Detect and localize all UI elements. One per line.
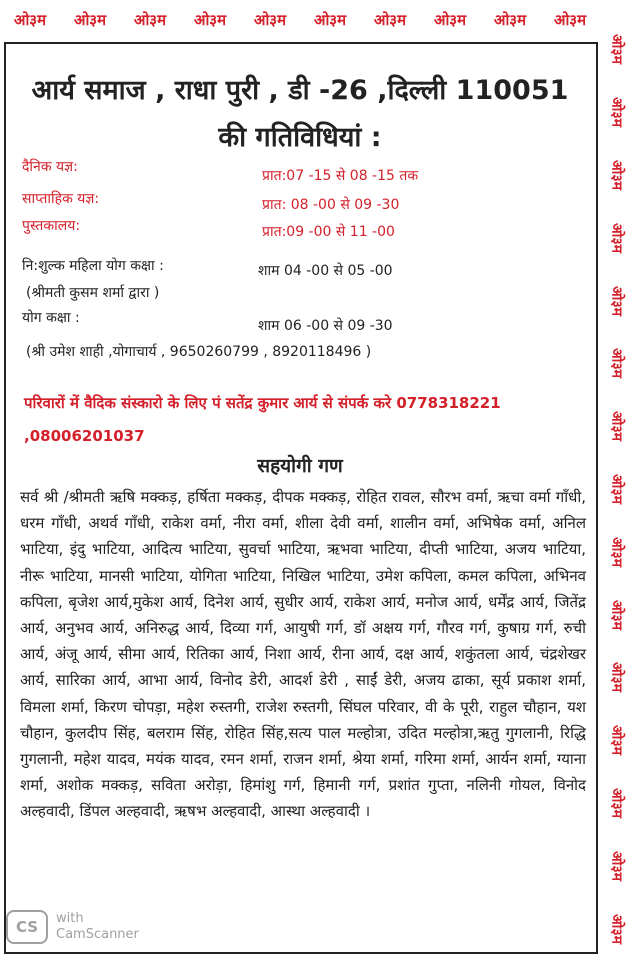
watermark-line: with bbox=[56, 911, 84, 926]
class-instructor: (श्रीमती कुसम शर्मा द्वारा ) bbox=[26, 285, 160, 301]
border-word: ओ३म bbox=[553, 11, 587, 29]
border-word: ओ३म bbox=[73, 11, 107, 29]
border-word: ओ३म bbox=[608, 34, 625, 65]
border-word: ओ३म bbox=[13, 11, 47, 29]
border-word: ओ३म bbox=[608, 725, 625, 756]
border-word: ओ३म bbox=[373, 11, 407, 29]
schedule-time: प्रात:07 -15 से 08 -15 तक bbox=[262, 168, 419, 184]
border-word: ओ३म bbox=[608, 348, 625, 379]
border-word: ओ३म bbox=[253, 11, 287, 29]
border-word: ओ३म bbox=[608, 222, 625, 253]
contact-info: परिवारों में वैदिक संस्कारो के लिए पं सतेंद्र कुमार आर्य से संपर्क करे 0778318221 ,08006201037 bbox=[24, 394, 501, 445]
class-label: योग कक्षा : bbox=[22, 310, 80, 326]
border-word: ओ३म bbox=[608, 913, 625, 944]
class-time: शाम 04 -00 से 05 -00 bbox=[258, 263, 393, 279]
schedule-label: साप्ताहिक यज्ञ: bbox=[22, 191, 100, 207]
border-word: ओ३म bbox=[608, 787, 625, 818]
border-word: ओ३म bbox=[433, 11, 467, 29]
border-word: ओ३म bbox=[608, 473, 625, 504]
border-word: ओ३म bbox=[608, 285, 625, 316]
border-word: ओ३म bbox=[608, 662, 625, 693]
section-heading: सहयोगी गण bbox=[257, 455, 343, 477]
schedule-label: दैनिक यज्ञ: bbox=[22, 159, 78, 175]
border-word: ओ३म bbox=[193, 11, 227, 29]
watermark-line: CamScanner bbox=[56, 927, 139, 942]
border-word: ओ३म bbox=[313, 11, 347, 29]
top-border-row bbox=[0, 0, 600, 40]
class-time: शाम 06 -00 से 09 -30 bbox=[258, 318, 393, 334]
border-word: ओ३म bbox=[608, 411, 625, 442]
border-word: ओ३म bbox=[133, 11, 167, 29]
border-word: ओ३म bbox=[608, 850, 625, 881]
page-title: आर्य समाज , राधा पुरी , डी -26 ,दिल्ली 110051 bbox=[31, 75, 569, 106]
page-subtitle: की गतिविधियां : bbox=[218, 122, 382, 153]
schedule-time: प्रात:09 -00 से 11 -00 bbox=[262, 224, 395, 240]
right-border-column bbox=[600, 18, 634, 960]
border-word: ओ३म bbox=[608, 160, 625, 190]
supporters-list: सर्व श्री /श्रीमती ऋषि मक्कड़, हर्षिता मक्कड़, दीपक मक्कड़, रोहित रावल, सौरभ वर्मा, ऋचा वर्मा गाँधी, धरम गाँधी, अथर्व गाँधी, राकेश वर्मा, नीरा वर्मा, शीला देवी वर्मा, शालीन वर्मा, अभिषेक वर्मा, अनिल भाटिया, इंदु भाटिया, आदित्य भाटिया, सुवर्चा भाटिया, ऋभवा भाटिया, दीप्ती भाटिया, अजय भाटिया, नीरू भाटिया, मानसी भाटिया, योगिता भाटिया, निखिल भाटिया, उमेश कपिला, कमल कपिला, अभिनव कपिला, बृजेश आर्य,मुकेश आर्य, दिनेश आर्य, सुधीर आर्य, राकेश आर्य, मनोज आर्य, धर्मेंद्र आर्य, जितेंद्र आर्य, अनुभव आर्य, अनिरुद्ध आर्य, दिव्या गर्ग, आयुषी गर्ग, डॉ अक्षय गर्ग, गौरव गर्ग, कुषाग्र गर्ग, रुची आर्य, अंजू आर्य, सीमा आर्य, रितिका आर्य, निशा आर्य, रीना आर्य, दक्ष आर्य, शकुंतला आर्य, चंद्रशेखर आर्य, सारिका आर्य, आभा आर्य, विनोद डेरी, आदर्श डेरी , साईं डेरी, अजय ढाका, सूर्य प्रकाश शर्मा, विमला शर्मा, किरण चोपड़ा, महेश रुस्तगी, राजेश रुस्तगी, सिंघल परिवार, वी के पूरी, राहुल चौहान, यश चौहान, कुलदीप सिंह, बलराम सिंह, रोहित सिंह,सत्य पाल मल्होत्रा, उदित मल्होत्रा,ऋतु गुगलानी, रिद्धि गुगलानी, महेश यादव, मयंक यादव, रमन शर्मा, राजन शर्मा, श्रेया शर्मा, गरिमा शर्मा, आर्यन शर्मा, ग्याना शर्मा, अशोक मक्कड़, सविता अरोड़ा, हिमांशु गर्ग, हिमानी गर्ग, प्रशांत गुप्ता, नलिनी गोयल, विनोद अल्हवादी, डिंपल अल्हवादी, ऋषभ अल्हवादी, आस्था अल्हवादी । bbox=[20, 488, 586, 821]
camscanner-watermark bbox=[6, 910, 139, 944]
border-word: ओ३म bbox=[608, 97, 625, 128]
schedule-label: पुस्तकालय: bbox=[22, 218, 81, 234]
schedule-time: प्रात: 08 -00 से 09 -30 bbox=[262, 197, 400, 213]
border-word: ओ३म bbox=[608, 536, 625, 567]
border-word: ओ३म bbox=[608, 599, 625, 630]
camscanner-logo: CS bbox=[6, 910, 48, 944]
class-instructor: (श्री उमेश शाही ,योगाचार्य , 9650260799 , 8920118496 ) bbox=[26, 344, 372, 360]
class-label: नि:शुल्क महिला योग कक्षा : bbox=[22, 258, 164, 274]
border-word: ओ३म bbox=[493, 11, 527, 29]
